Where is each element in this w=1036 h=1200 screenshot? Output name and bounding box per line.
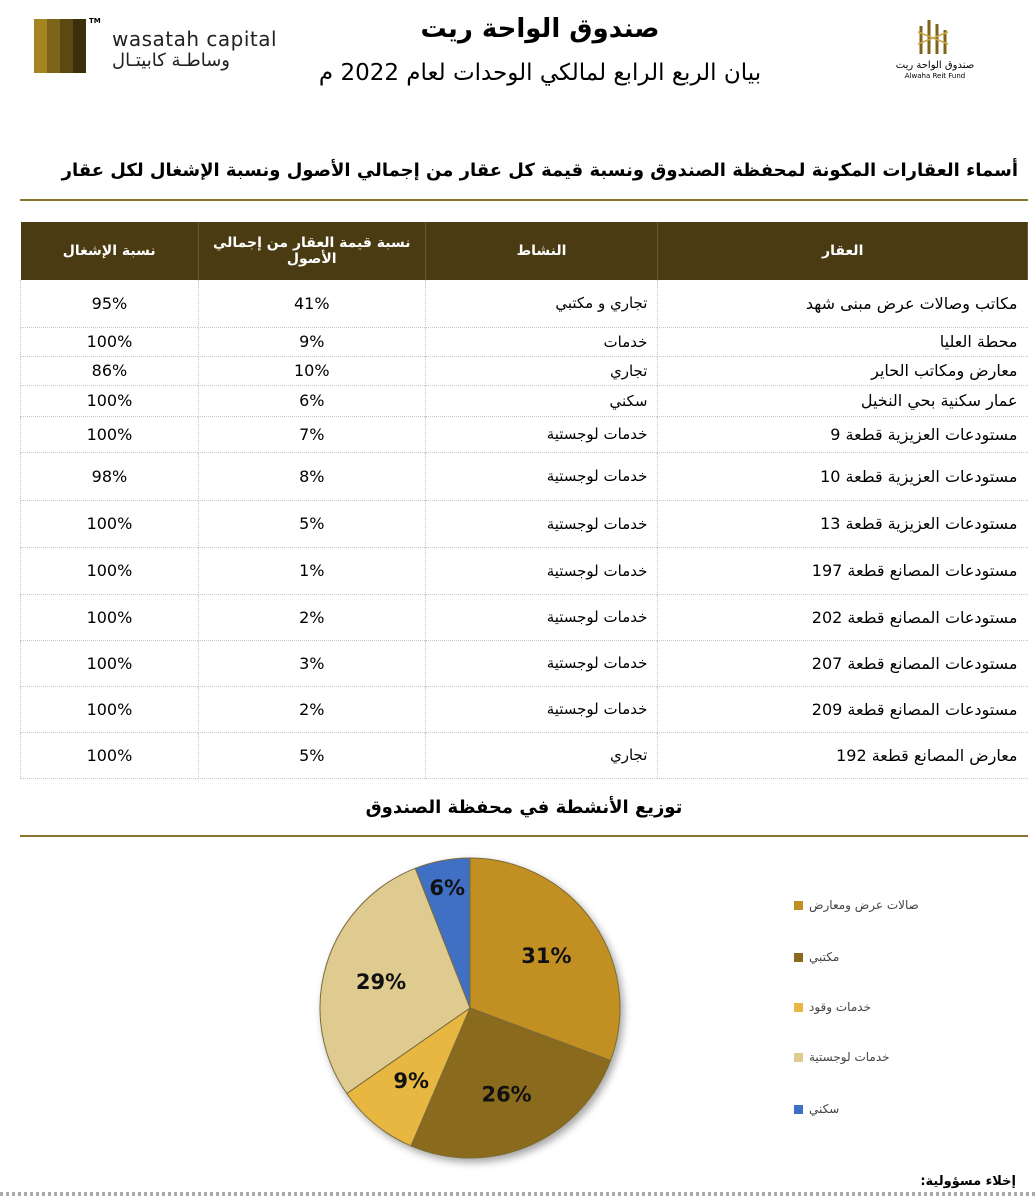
- legend-item: [794, 1102, 839, 1116]
- header-value-share: نسبة قيمة العقار من إجمالي الأصول: [198, 222, 425, 280]
- value-share: 5%: [198, 732, 425, 778]
- activity: خدمات: [425, 327, 658, 356]
- fund-logo-en: Alwaha Reit Fund: [904, 72, 966, 80]
- header-activity: النشاط: [425, 222, 658, 280]
- occupancy: 100%: [21, 547, 199, 594]
- chart-title: توزيع الأنشطة في محفظة الصندوق: [365, 797, 683, 818]
- header-occupancy: نسبة الإشغال: [21, 222, 199, 280]
- occupancy: 100%: [21, 640, 199, 686]
- property-name: معارض ومكاتب الحاير: [658, 356, 1028, 385]
- property-name: مستودعات المصانع قطعة 207: [658, 640, 1028, 686]
- properties-table: [20, 222, 1028, 779]
- legend-label: سكني: [809, 1102, 840, 1116]
- value-share: 8%: [198, 452, 425, 500]
- legend-item: [794, 898, 919, 912]
- value-share: 7%: [198, 416, 425, 452]
- occupancy: 86%: [21, 356, 199, 385]
- trademark: TM: [89, 17, 101, 25]
- table-row: [21, 500, 1028, 547]
- legend-item: [794, 1050, 890, 1064]
- table-row: [21, 356, 1028, 385]
- table-row: [21, 385, 1028, 416]
- property-name: مستودعات العزيزية قطعة 13: [658, 500, 1028, 547]
- activity: خدمات لوجستية: [425, 640, 658, 686]
- property-name: مستودعات المصانع قطعة 209: [658, 686, 1028, 732]
- property-name: معارض المصانع قطعة 192: [658, 732, 1028, 778]
- value-share: 5%: [198, 500, 425, 547]
- occupancy: 100%: [21, 500, 199, 547]
- value-share: 2%: [198, 686, 425, 732]
- fund-title: صندوق الواحة ريت: [420, 14, 660, 44]
- value-share: 3%: [198, 640, 425, 686]
- section-title: أسماء العقارات المكونة لمحفظة الصندوق ونسبة قيمة كل عقار من إجمالي الأصول ونسبة الإشغال لكل عقار: [61, 160, 1018, 181]
- legend-label: خدمات وقود: [809, 1000, 871, 1014]
- activity: خدمات لوجستية: [425, 500, 658, 547]
- table-row: [21, 686, 1028, 732]
- chart-divider: [20, 835, 1028, 837]
- activity: خدمات لوجستية: [425, 452, 658, 500]
- activity: خدمات لوجستية: [425, 547, 658, 594]
- value-share: 9%: [198, 327, 425, 356]
- table-row: [21, 594, 1028, 640]
- alwaha-logo-icon: [905, 18, 965, 58]
- activity: تجاري و مكتبي: [425, 280, 658, 327]
- disclaimer-title: إخلاء مسؤولية:: [920, 1174, 1016, 1189]
- table-row: [21, 280, 1028, 327]
- occupancy: 100%: [21, 327, 199, 356]
- header-property: العقار: [658, 222, 1028, 280]
- activity: خدمات لوجستية: [425, 594, 658, 640]
- occupancy: 100%: [21, 686, 199, 732]
- activity: خدمات لوجستية: [425, 686, 658, 732]
- legend-item: [794, 1000, 871, 1014]
- occupancy: 100%: [21, 416, 199, 452]
- property-name: مستودعات المصانع قطعة 202: [658, 594, 1028, 640]
- table-row: [21, 452, 1028, 500]
- legend-swatch: [794, 1003, 803, 1012]
- table-row: [21, 327, 1028, 356]
- occupancy: 95%: [21, 280, 199, 327]
- activity: خدمات لوجستية: [425, 416, 658, 452]
- section-divider: [20, 199, 1028, 201]
- pie-data-label: 29%: [355, 969, 407, 994]
- activity: تجاري: [425, 356, 658, 385]
- activity-pie-chart: [300, 848, 640, 1178]
- property-name: محطة العليا: [658, 327, 1028, 356]
- activity: سكني: [425, 385, 658, 416]
- table-row: [21, 640, 1028, 686]
- occupancy: 98%: [21, 452, 199, 500]
- property-name: مستودعات العزيزية قطعة 9: [658, 416, 1028, 452]
- fund-logo-ar: صندوق الواحة ريت: [895, 60, 975, 71]
- value-share: 10%: [198, 356, 425, 385]
- pie-data-label: 6%: [429, 876, 466, 901]
- occupancy: 100%: [21, 594, 199, 640]
- pie-data-label: 31%: [521, 943, 572, 968]
- legend-swatch: [794, 1105, 803, 1114]
- legend-label: مكتبي: [809, 950, 840, 964]
- pie-data-label: 9%: [393, 1069, 430, 1094]
- property-name: مستودعات المصانع قطعة 197: [658, 547, 1028, 594]
- wasatah-logo: [34, 19, 86, 73]
- property-name: مكاتب وصالات عرض مبنى شهد: [658, 280, 1028, 327]
- brand-name-ar: وساطـة كابيتـال: [112, 50, 230, 71]
- legend-swatch: [794, 901, 803, 910]
- legend-item: [794, 950, 839, 964]
- legend-swatch: [794, 953, 803, 962]
- legend-label: خدمات لوجستية: [809, 1050, 890, 1064]
- property-name: مستودعات العزيزية قطعة 10: [658, 452, 1028, 500]
- value-share: 6%: [198, 385, 425, 416]
- legend-label: صالات عرض ومعارض: [809, 898, 919, 912]
- table-row: [21, 732, 1028, 778]
- value-share: 1%: [198, 547, 425, 594]
- table-row: [21, 416, 1028, 452]
- legend-swatch: [794, 1053, 803, 1062]
- table-header-row: [21, 222, 1028, 280]
- value-share: 2%: [198, 594, 425, 640]
- pie-data-label: 26%: [481, 1082, 532, 1107]
- occupancy: 100%: [21, 732, 199, 778]
- property-name: عمار سكنية بحي النخيل: [658, 385, 1028, 416]
- table-row: [21, 547, 1028, 594]
- activity: تجاري: [425, 732, 658, 778]
- report-subtitle: بيان الربع الرابع لمالكي الوحدات لعام 2022 م: [318, 60, 762, 86]
- brand-name-en: wasatah capital: [112, 27, 278, 51]
- occupancy: 100%: [21, 385, 199, 416]
- value-share: 41%: [198, 280, 425, 327]
- fine-print: [0, 1192, 1036, 1196]
